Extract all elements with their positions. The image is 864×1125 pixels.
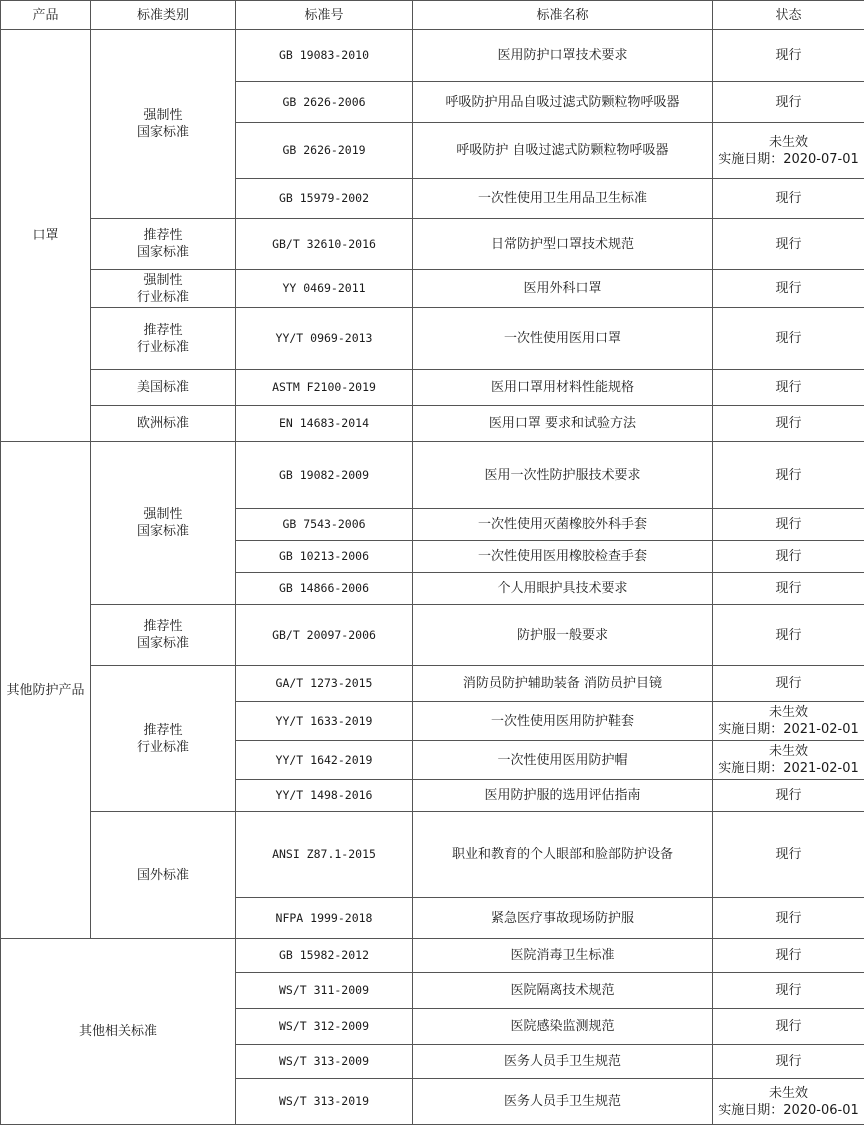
standard-code: YY/T 1642-2019 <box>236 741 413 780</box>
table-row <box>1 442 864 509</box>
standard-name: 一次性使用医用橡胶检查手套 <box>413 541 713 573</box>
table-row <box>1 666 864 702</box>
standard-name: 防护服一般要求 <box>413 605 713 666</box>
status-cell: 现行 <box>713 406 864 442</box>
standard-name: 一次性使用灭菌橡胶外科手套 <box>413 509 713 541</box>
table-row <box>1 605 864 666</box>
standard-name: 日常防护型口罩技术规范 <box>413 219 713 270</box>
standard-code: GB 10213-2006 <box>236 541 413 573</box>
table-row <box>1 406 864 442</box>
category-cell: 强制性 国家标准 <box>91 30 236 219</box>
standard-name: 医务人员手卫生规范 <box>413 1045 713 1079</box>
table-row <box>1 812 864 898</box>
standard-code: WS/T 311-2009 <box>236 973 413 1009</box>
status-cell: 现行 <box>713 82 864 123</box>
standard-code: NFPA 1999-2018 <box>236 898 413 939</box>
status-cell: 现行 <box>713 812 864 898</box>
standard-name: 医务人员手卫生规范 <box>413 1079 713 1125</box>
standard-name: 医用外科口罩 <box>413 270 713 308</box>
standard-name: 一次性使用医用口罩 <box>413 308 713 370</box>
standard-code: WS/T 313-2019 <box>236 1079 413 1125</box>
status-cell: 现行 <box>713 308 864 370</box>
status-cell: 未生效 实施日期：2020-06-01 <box>713 1079 864 1125</box>
standard-name: 医用口罩用材料性能规格 <box>413 370 713 406</box>
standard-code: GA/T 1273-2015 <box>236 666 413 702</box>
status-cell: 现行 <box>713 370 864 406</box>
table-row <box>1 308 864 370</box>
standard-code: ASTM F2100-2019 <box>236 370 413 406</box>
status-cell: 未生效 实施日期：2020-07-01 <box>713 123 864 179</box>
status-cell: 现行 <box>713 666 864 702</box>
standard-name: 医院隔离技术规范 <box>413 973 713 1009</box>
table-row <box>1 939 864 973</box>
standard-name: 一次性使用医用防护帽 <box>413 741 713 780</box>
table-row <box>1 270 864 308</box>
status-cell: 现行 <box>713 270 864 308</box>
status-cell: 现行 <box>713 605 864 666</box>
header-name: 标准名称 <box>413 1 713 30</box>
table-row <box>1 219 864 270</box>
standard-name: 呼吸防护用品自吸过滤式防颗粒物呼吸器 <box>413 82 713 123</box>
status-cell: 现行 <box>713 219 864 270</box>
status-cell: 现行 <box>713 509 864 541</box>
standard-name: 个人用眼护具技术要求 <box>413 573 713 605</box>
standard-code: YY/T 0969-2013 <box>236 308 413 370</box>
status-cell: 现行 <box>713 179 864 219</box>
standard-name: 医用防护口罩技术要求 <box>413 30 713 82</box>
standard-name: 呼吸防护 自吸过滤式防颗粒物呼吸器 <box>413 123 713 179</box>
status-cell: 现行 <box>713 939 864 973</box>
standard-name: 医院感染监测规范 <box>413 1009 713 1045</box>
standard-name: 一次性使用卫生用品卫生标准 <box>413 179 713 219</box>
standard-code: GB 19082-2009 <box>236 442 413 509</box>
standard-name: 医用口罩 要求和试验方法 <box>413 406 713 442</box>
status-cell: 现行 <box>713 573 864 605</box>
status-cell: 未生效 实施日期：2021-02-01 <box>713 741 864 780</box>
table-row <box>1 370 864 406</box>
standard-name: 消防员防护辅助装备 消防员护目镜 <box>413 666 713 702</box>
category-cell: 强制性 国家标准 <box>91 442 236 605</box>
category-cell: 推荐性 国家标准 <box>91 605 236 666</box>
status-cell: 现行 <box>713 898 864 939</box>
standard-code: GB/T 32610-2016 <box>236 219 413 270</box>
category-cell: 强制性 行业标准 <box>91 270 236 308</box>
status-cell: 现行 <box>713 780 864 812</box>
standard-code: GB/T 20097-2006 <box>236 605 413 666</box>
product-cell: 其他防护产品 <box>1 442 91 939</box>
standard-code: GB 19083-2010 <box>236 30 413 82</box>
category-cell: 美国标准 <box>91 370 236 406</box>
standard-name: 紧急医疗事故现场防护服 <box>413 898 713 939</box>
standard-name: 一次性使用医用防护鞋套 <box>413 702 713 741</box>
table-row <box>1 30 864 82</box>
status-cell: 现行 <box>713 30 864 82</box>
header-status: 状态 <box>713 1 864 30</box>
header-product: 产品 <box>1 1 91 30</box>
standard-code: EN 14683-2014 <box>236 406 413 442</box>
category-cell: 推荐性 国家标准 <box>91 219 236 270</box>
standard-code: YY/T 1633-2019 <box>236 702 413 741</box>
standard-code: YY 0469-2011 <box>236 270 413 308</box>
standard-code: GB 2626-2006 <box>236 82 413 123</box>
standard-code: GB 15982-2012 <box>236 939 413 973</box>
category-cell: 推荐性 行业标准 <box>91 308 236 370</box>
standard-code: ANSI Z87.1-2015 <box>236 812 413 898</box>
standard-name: 医院消毒卫生标准 <box>413 939 713 973</box>
standard-code: WS/T 312-2009 <box>236 1009 413 1045</box>
category-cell: 推荐性 行业标准 <box>91 666 236 812</box>
standard-name: 医用一次性防护服技术要求 <box>413 442 713 509</box>
header-code: 标准号 <box>236 1 413 30</box>
standard-code: WS/T 313-2009 <box>236 1045 413 1079</box>
standard-code: GB 14866-2006 <box>236 573 413 605</box>
header-row <box>1 1 864 30</box>
category-cell: 欧洲标准 <box>91 406 236 442</box>
standard-name: 医用防护服的选用评估指南 <box>413 780 713 812</box>
status-cell: 现行 <box>713 973 864 1009</box>
status-cell: 现行 <box>713 1045 864 1079</box>
status-cell: 现行 <box>713 1009 864 1045</box>
standard-code: GB 2626-2019 <box>236 123 413 179</box>
category-cell: 国外标准 <box>91 812 236 939</box>
standard-code: YY/T 1498-2016 <box>236 780 413 812</box>
status-cell: 未生效 实施日期：2021-02-01 <box>713 702 864 741</box>
product-cell: 其他相关标准 <box>1 939 236 1125</box>
standard-name: 职业和教育的个人眼部和脸部防护设备 <box>413 812 713 898</box>
product-cell: 口罩 <box>1 30 91 442</box>
status-cell: 现行 <box>713 541 864 573</box>
header-category: 标准类别 <box>91 1 236 30</box>
status-cell: 现行 <box>713 442 864 509</box>
standard-code: GB 15979-2002 <box>236 179 413 219</box>
standard-code: GB 7543-2006 <box>236 509 413 541</box>
